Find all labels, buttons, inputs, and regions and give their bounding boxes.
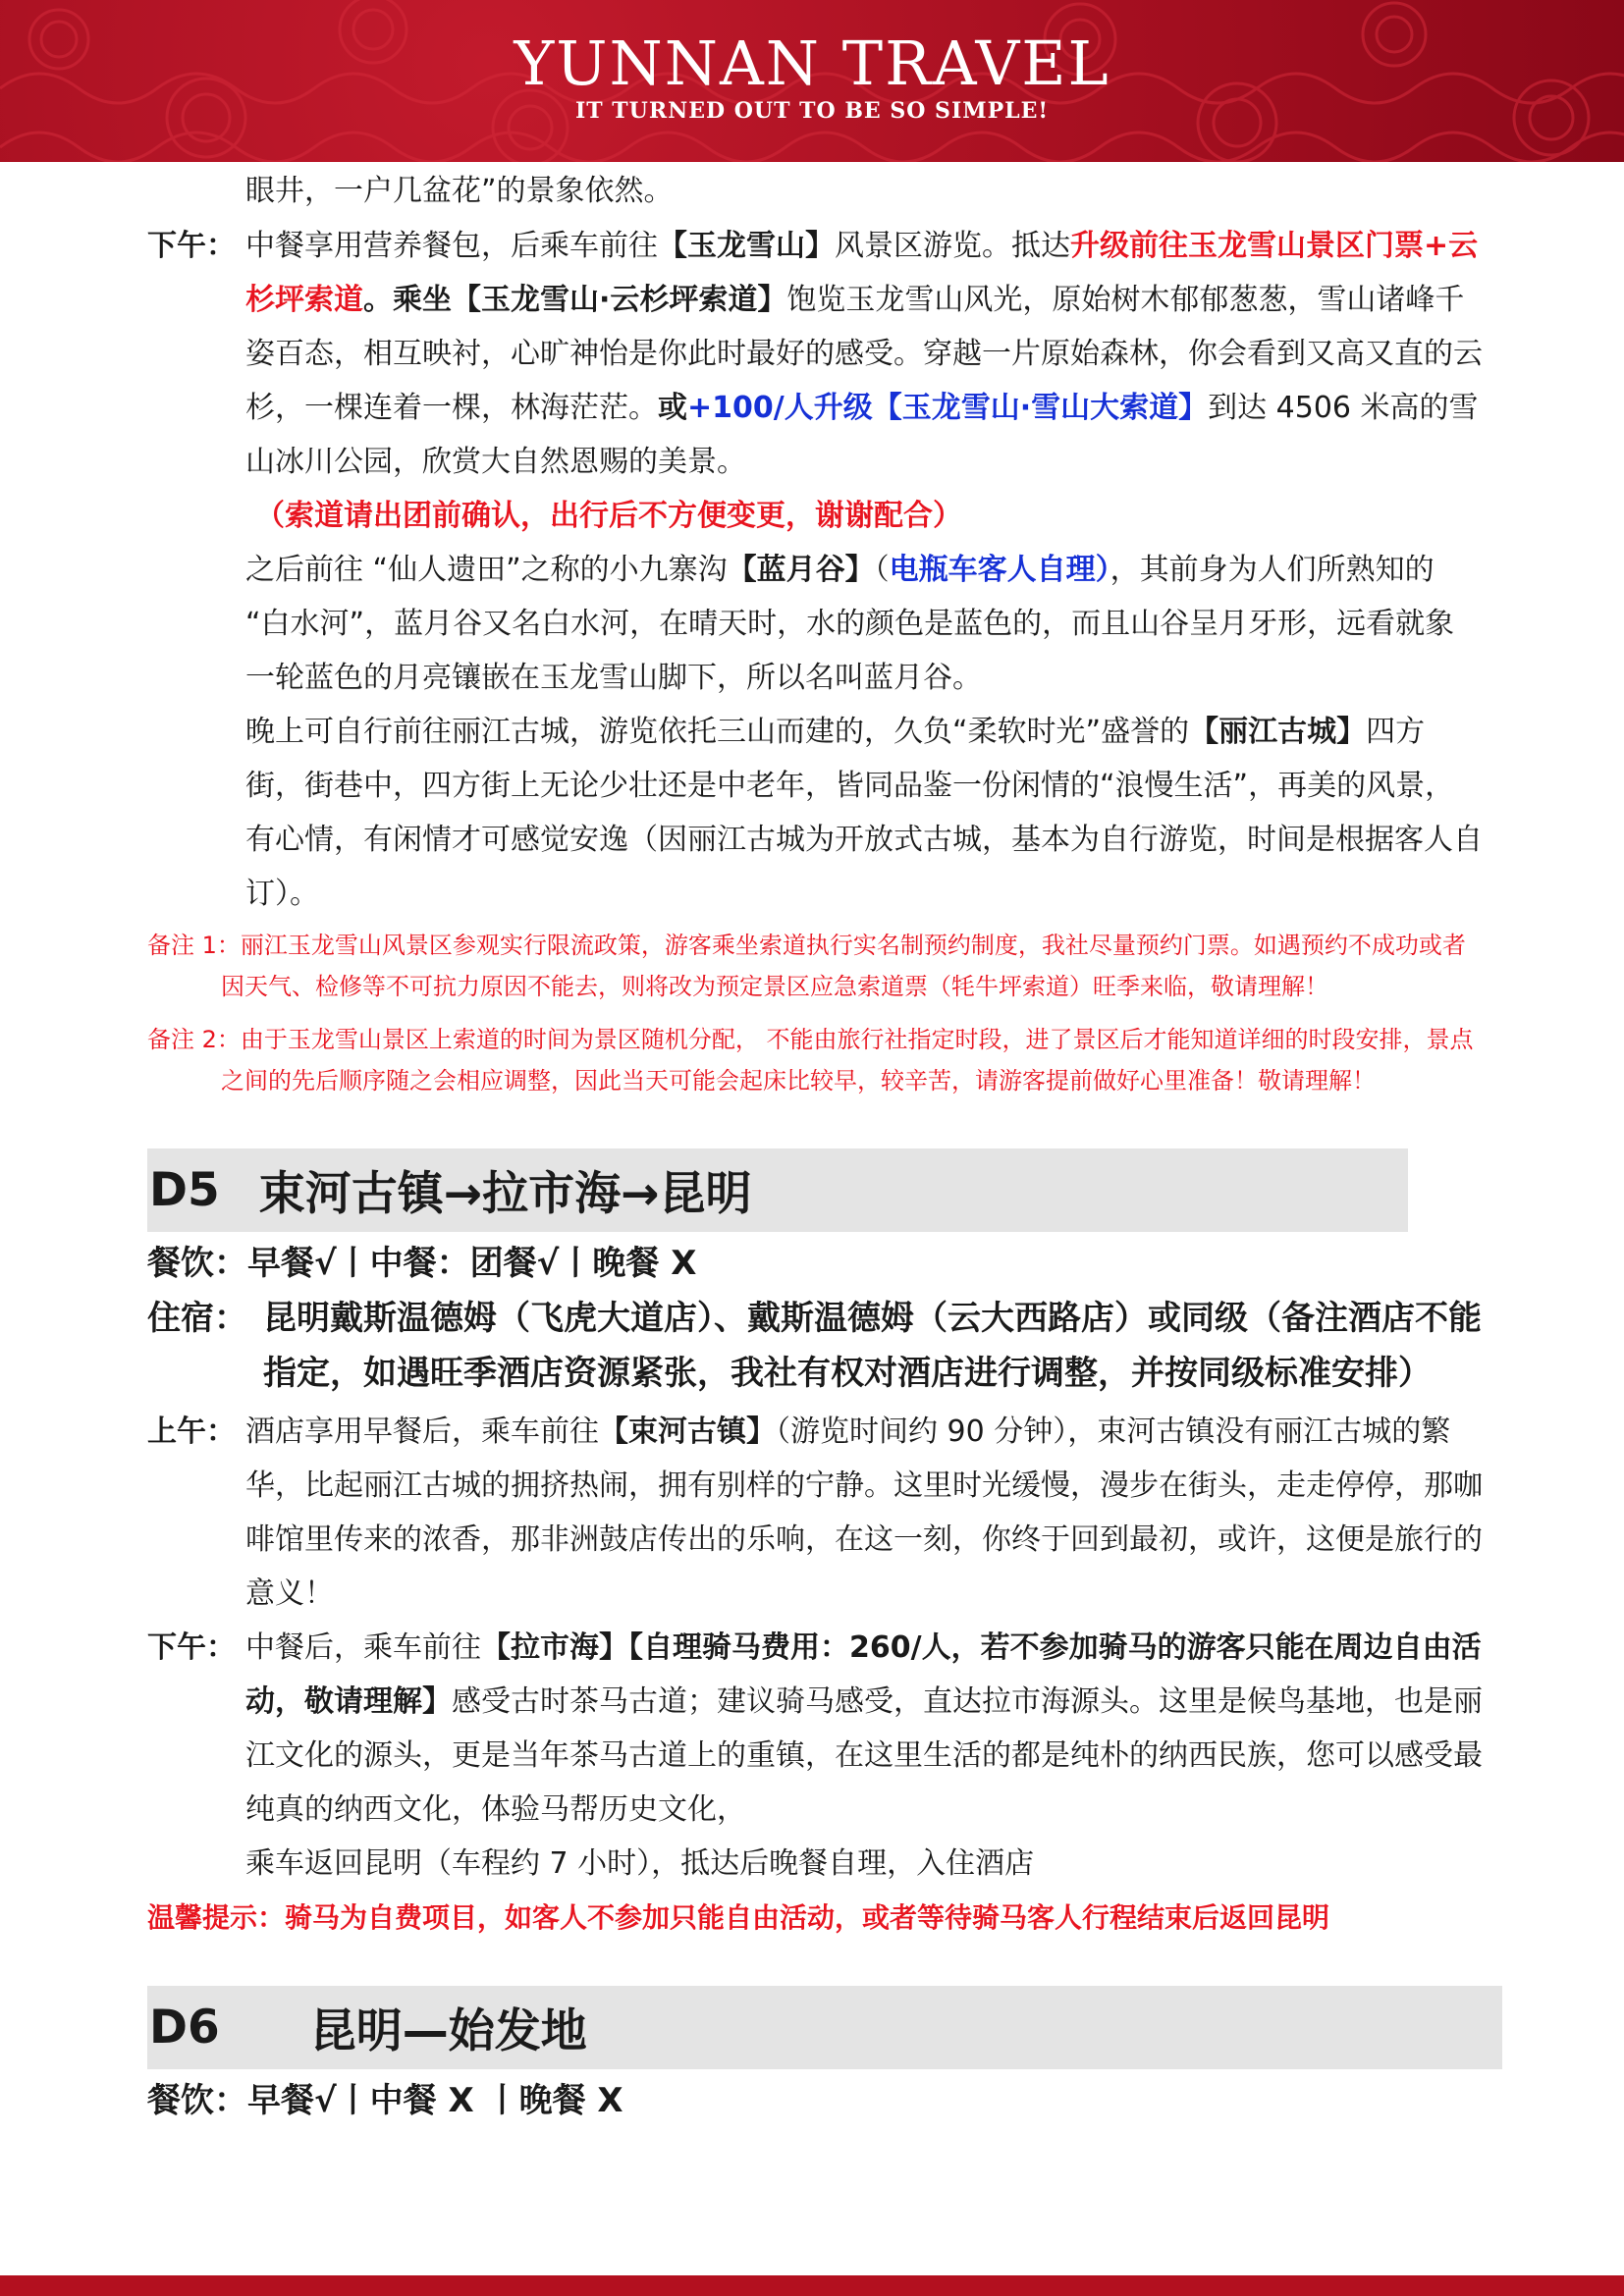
attraction-yulong: 【玉龙雪山】 (658, 229, 835, 263)
day-route: 昆明—始发地 (309, 2004, 587, 2058)
footer-bar (0, 2275, 1624, 2296)
shuttle-self-pay: 电瓶车客人自理） (889, 553, 1110, 587)
day5-meals: 餐饮：早餐√丨中餐：团餐√丨晚餐 X (147, 1244, 697, 1283)
remark-1: 备注 1：丽江玉龙雪山风景区参观实行限流政策，游客乘坐索道执行实名制预约制度，我社尽量预约门票。如遇预约不成功或者因天气、检修等不可抗力原因不能去，则将改为预定景区应急索道票（牦牛坪索道）旺季来临，敬请理解！ (147, 932, 1466, 1000)
text: 感受古时茶马古道；建议骑马感受，直达拉市海源头。这里是候鸟基地，也是丽江文化的源头，更是当年茶马古道上的重镇，在这里生活的都是纯朴的纳西民族，您可以感受最纯真的纳西文化，体验马帮历史文化， (245, 1684, 1483, 1827)
banner-title: YUNNAN TRAVEL (514, 27, 1110, 99)
return-text: 乘车返回昆明（车程约 7 小时），抵达后晚餐自理，入住酒店 (245, 1846, 1035, 1881)
text: 到达 4506 米高的雪山冰川公园，欣赏大自然恩赐的美景。 (245, 391, 1479, 479)
day-number: D6 (149, 2001, 220, 2055)
afternoon-label: 下午： (147, 229, 236, 263)
text: 风景区游览。抵达 (835, 229, 1070, 263)
afternoon-label: 下午： (147, 1630, 236, 1665)
day4-afternoon (147, 219, 1483, 489)
day-route: 束河古镇→拉市海→昆明 (258, 1167, 752, 1221)
cableway-notice: （索道请出团前确认，出行后不方便变更，谢谢配合） (255, 499, 962, 533)
attraction-lashihai: 【拉市海】【自理骑马费用：260/人，若不参加骑马的游客只能在周边自由活动，敬请理解】 (245, 1630, 1482, 1719)
hotel-label: 住宿： (147, 1299, 247, 1338)
big-cableway-upgrade: +100/人升级【玉龙雪山·雪山大索道】 (687, 391, 1209, 425)
day5-afternoon (147, 1621, 1483, 1891)
day5-morning (147, 1405, 1483, 1621)
text: 饱览玉龙雪山风光，原始树木郁郁葱葱，雪山诸峰千姿百态，相互映衬，心旷神怡是你此时最好的感受。穿越一片原始森林，你会看到又高又直的云杉，一棵连着一棵，林海茫茫。 (245, 283, 1483, 425)
text: 四方街，街巷中，四方街上无论少壮还是中老年，皆同品鉴一份闲情的“浪慢生活”，再美的风景，有心情，有闲情才可感觉安逸（因丽江古城为开放式古城，基本为自行游览，时间是根据客人自订）。 (245, 715, 1483, 911)
text: （ (874, 553, 890, 587)
blue-moon-valley-paragraph (147, 543, 1483, 705)
day5-hotel (147, 1291, 1483, 1401)
old-town-paragraph (147, 705, 1483, 921)
hotel-text: 昆明戴斯温德姆（飞虎大道店）、戴斯温德姆（云大西路店）或同级（备注酒店不能指定，如遇旺季酒店资源紧张，我社有权对酒店进行调整，并按同级标准安排） (263, 1299, 1482, 1393)
cableway-name: 【玉龙雪山·云杉坪索道】 (452, 283, 787, 317)
text: 酒店享用早餐后，乘车前往 (245, 1415, 599, 1449)
upgrade-highlight: 升级前往玉龙雪山景区门票+云杉坪索道 (245, 229, 1479, 317)
morning-label: 上午： (147, 1415, 236, 1449)
day6-meals: 餐饮：早餐√丨中餐 X 丨晚餐 X (147, 2081, 623, 2120)
or-text: 或 (658, 391, 687, 425)
text: 晚上可自行前往丽江古城，游览依托三山而建的，久负“柔软时光”盛誉的 (245, 715, 1190, 749)
banner-subtitle: IT TURNED OUT TO BE SO SIMPLE! (574, 98, 1050, 124)
attraction-shuhe: 【束河古镇】 (599, 1415, 776, 1449)
continued-paragraph (147, 164, 1483, 218)
text: ，其前身为人们所熟知的 “白水河”，蓝月谷又名白水河，在晴天时，水的颜色是蓝色的，而且山谷呈月牙形，远看就象一轮蓝色的月亮镶嵌在玉龙雪山脚下，所以名叫蓝月谷。 (245, 553, 1455, 695)
remark-2: 备注 2：由于玉龙雪山景区上索道的时间为景区随机分配， 不能由旅行社指定时段，进了景区后才能知道详细的时段安排，景点之间的先后顺序随之会相应调整，因此当天可能会起床比较早，较辛苦，请游客提前做好心里准备！敬请理解！ (147, 1026, 1474, 1095)
day6-header (147, 1986, 1502, 2069)
attraction-blue-moon-valley: 【蓝月谷】 (727, 553, 875, 587)
header-banner (0, 0, 1624, 162)
day5-warm-tip: 温馨提示：骑马为自费项目，如客人不参加只能自由活动，或者等待骑马客人行程结束后返回昆明 (147, 1901, 1330, 1934)
text: （游览时间约 90 分钟），束河古镇没有丽江古城的繁华，比起丽江古城的拥挤热闹，拥有别样的宁静。这里时光缓慢，漫步在街头，走走停停，那咖啡馆里传来的浓香，那非洲鼓店传出的乐响，在这一刻，你终于回到最初，或许，这便是旅行的意义！ (245, 1415, 1483, 1611)
attraction-lijiang-old-town: 【丽江古城】 (1189, 715, 1367, 749)
continued-text: 眼井，一户几盆花”的景象依然。 (245, 174, 674, 208)
text: 。乘坐 (363, 283, 452, 317)
itinerary-content (147, 164, 1483, 2128)
text: 之后前往 “仙人遗田”之称的小九寨沟 (245, 553, 728, 587)
day5-header (147, 1148, 1408, 1232)
text: 中餐后，乘车前往 (245, 1630, 481, 1665)
text: 中餐享用营养餐包，后乘车前往 (245, 229, 658, 263)
day-number: D5 (149, 1163, 220, 1217)
